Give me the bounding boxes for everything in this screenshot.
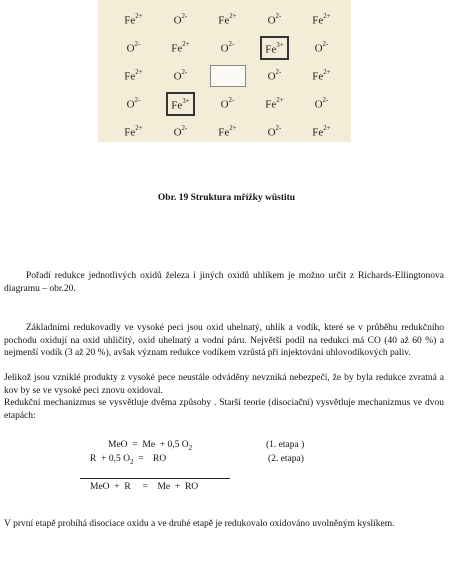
ion-symbol: O [126,42,135,55]
ion-charge: 2+ [323,124,331,133]
ion-charge: 2+ [135,12,143,21]
ion-symbol: O [126,98,135,111]
ion-charge: 2- [228,40,235,49]
lattice-ion-o [251,118,298,146]
ion-label [265,97,283,111]
lattice-ion-o [204,34,251,62]
equation-1-stage: (1. etapa ) [266,440,305,450]
ion-charge: 2- [322,40,329,49]
paragraph-products-removed: Jelikož jsou vzniklé produkty z vysoké pece neustále odváděny nevzniká nebezpečí, že by byla redukce zvratná a kov by se ve vysoké peci znovu oxidoval. [4,373,444,396]
ion-charge: 2+ [323,12,331,21]
ion-charge: 2- [322,96,329,105]
ion-label [174,125,188,139]
ion-symbol: O [314,98,323,111]
ion-symbol: O [314,42,323,55]
equation-2 [90,454,166,466]
ion-label [268,13,282,27]
lattice-ion-fe [298,62,345,90]
ion-symbol: O [220,98,229,111]
ion-charge: 2- [275,12,282,21]
lattice-ion-fe [110,62,157,90]
ion-charge: 2- [275,68,282,77]
ion-label [124,69,142,83]
equation-1-text: MeO = Me + 0,5 O [108,440,189,450]
ion-charge: 2+ [182,40,190,49]
ion-charge: 2- [134,96,141,105]
ion-charge: 2+ [323,68,331,77]
lattice-ion-fe [110,118,157,146]
ion-charge: 2+ [229,124,237,133]
ion-charge: 2- [181,124,188,133]
ion-symbol: O [267,126,276,139]
lattice-ion-o [110,34,157,62]
ion-symbol: O [267,70,276,83]
lattice-ion-o [204,90,251,118]
lattice-ion-fe [204,118,251,146]
lattice-ion-fe [298,118,345,146]
vacancy-box [210,65,246,87]
ion-label [174,69,188,83]
lattice-ion-o [298,90,345,118]
ion-label [218,125,236,139]
ion-label [268,69,282,83]
ion-symbol: Fe [124,14,136,27]
ion-charge: 2- [275,124,282,133]
ion-charge: 2- [134,40,141,49]
ion-label [171,41,189,55]
ion-charge: 2- [181,12,188,21]
ion-symbol: Fe [265,43,277,56]
lattice-ion-fe-boxed [157,90,204,118]
ion-symbol: Fe [124,70,136,83]
lattice-ion-fe [110,6,157,34]
equation-1 [108,440,192,452]
lattice-grid [110,6,345,146]
ion-symbol: Fe [171,99,183,112]
lattice-ion-o [157,6,204,34]
ion-label [221,97,235,111]
ion-charge: 3+ [276,41,284,50]
ion-charge: 2+ [135,68,143,77]
ion-label [315,97,329,111]
ion-symbol: O [173,14,182,27]
paragraph-mechanism: Redukční mechanizmus se vysvětluje dvěma způsoby . Starší teorie (disociační) vysvětluje mechanizmus ve dvou etapách: [4,398,444,421]
paragraph-reducing-agents: Základními redukovadly ve vysoké peci jsou oxid uhelnatý, uhlík a vodík, které se v průběhu redukčního pochodu oxidují na oxid uhličitý, oxid uhelnatý a vodní páru. Největší podíl na redukci má CO (40 až 60 %) a nejmenší vodík (3 až 20 %), avšak význam redukce vodíkem vzrůstá při injektování uhlovodíkových paliv. [4,323,444,358]
ion-symbol: Fe [312,14,324,27]
ion-symbol: Fe [312,126,324,139]
sum-line [80,478,230,479]
figure-caption: Obr. 19 Struktura mřížky wüstitu [157,193,296,203]
ion-label [312,69,330,83]
ion-symbol: O [173,70,182,83]
paragraph-reduction-order: Pořadí redukce jednotlivých oxidů železa i jiných oxidů uhlíkem je možno určit z Richards-Ellingtonova diagramu – obr.20. [4,271,444,294]
ion-label [124,125,142,139]
lattice-ion-o [157,62,204,90]
ion-symbol: O [267,14,276,27]
ion-symbol: Fe [218,14,230,27]
equation-2-subscript: 2 [129,457,134,466]
ion-charge: 3+ [182,97,190,106]
ion-charge: 2+ [229,12,237,21]
ion-label [268,125,282,139]
equation-1-subscript: 2 [188,443,193,452]
lattice-ion-fe [157,34,204,62]
lattice-ion-fe-boxed [251,34,298,62]
ion-charge: 2+ [135,124,143,133]
ion-symbol: O [173,126,182,139]
ion-label [312,13,330,27]
ion-label [218,13,236,27]
equation-sum: MeO + R = Me + RO [90,482,199,492]
paragraph-dissociation: V první etapě probíhá disociace oxidu a ve druhé etapě je redukovalo oxidováno uvolněným kyslíkem. [4,519,395,529]
ion-charge: 2+ [276,96,284,105]
ion-symbol: Fe [265,98,277,111]
ion-symbol: O [220,42,229,55]
lattice-ion-fe [298,6,345,34]
equation-2-right: = RO [133,454,167,464]
ion-label [221,41,235,55]
lattice-ion-o [157,118,204,146]
lattice-vacancy [204,62,251,90]
wustite-lattice-figure [98,0,351,142]
ion-label [127,97,141,111]
ion-symbol: Fe [124,126,136,139]
equation-2-left: R + 0,5 O [90,454,130,464]
ion-charge: 2- [181,68,188,77]
ion-label [312,125,330,139]
lattice-ion-o [298,34,345,62]
ion-label [127,41,141,55]
ion-label [124,13,142,27]
lattice-ion-o [110,90,157,118]
lattice-ion-fe [204,6,251,34]
lattice-ion-fe [251,90,298,118]
lattice-ion-o [251,62,298,90]
ion-charge: 2- [228,96,235,105]
ion-label [260,36,288,60]
ion-symbol: Fe [218,126,230,139]
ion-label [315,41,329,55]
equation-2-stage: (2. etapa) [268,454,304,464]
ion-symbol: Fe [312,70,324,83]
ion-symbol: Fe [171,42,183,55]
ion-label [174,13,188,27]
lattice-ion-o [251,6,298,34]
ion-label [166,92,194,116]
